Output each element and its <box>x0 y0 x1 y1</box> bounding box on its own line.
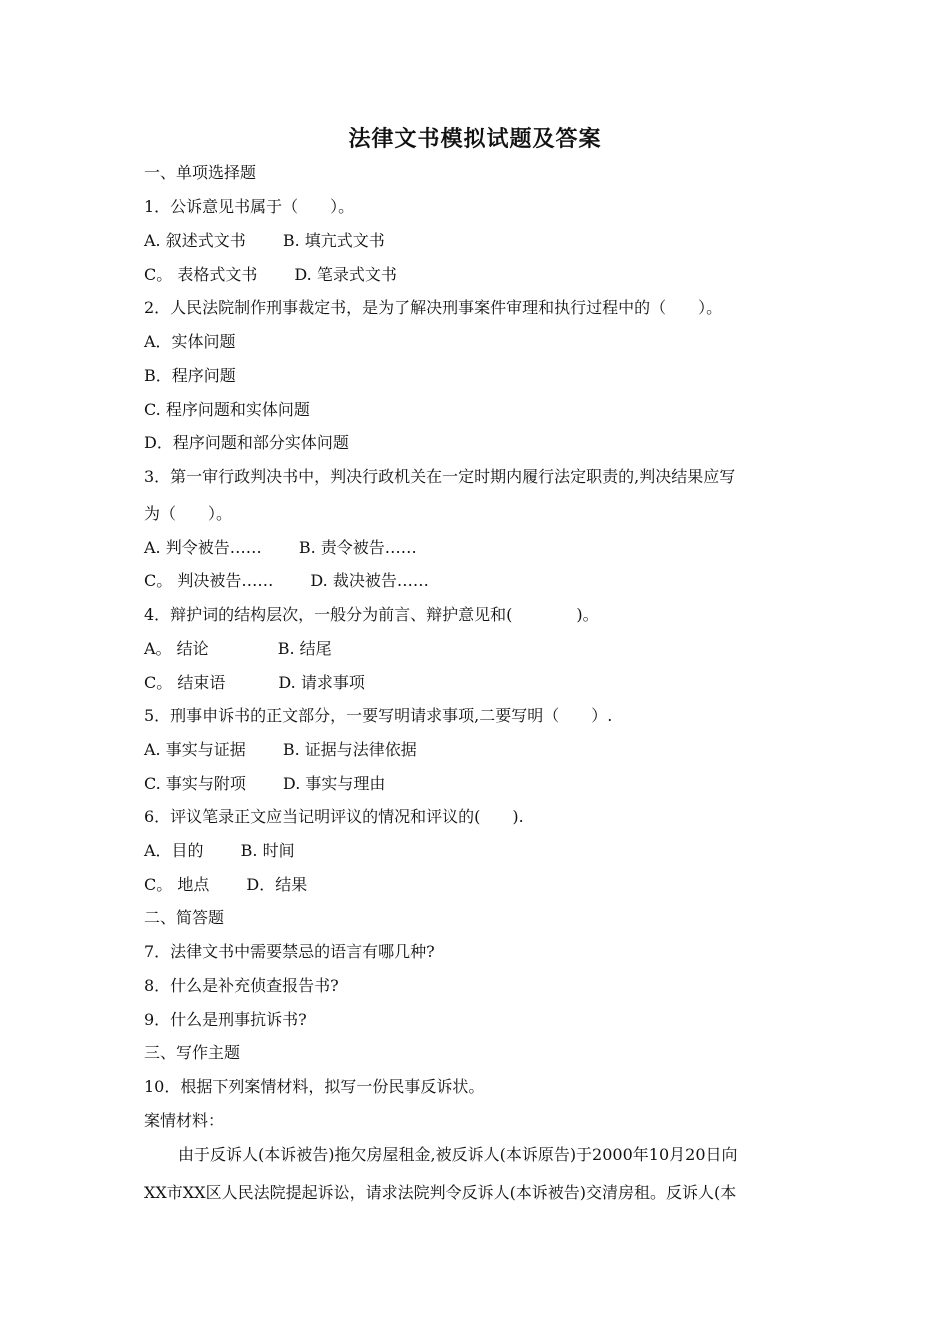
case-paragraph-line-2: XX市XX区人民法院提起诉讼，请求法院判令反诉人(本诉被告)交清房租。反诉人(本 <box>144 1183 737 1202</box>
question-1-options-cd: C。 表格式文书 D. 笔录式文书 <box>144 265 397 284</box>
question-3-options-cd: C。 判决被告…… D. 裁决被告…… <box>144 571 429 590</box>
section-heading-writing: 三、写作主题 <box>144 1043 241 1062</box>
question-1: 1．公诉意见书属于（ ）。 <box>144 197 355 216</box>
question-3-options-ab: A. 判令被告…… B. 责令被告…… <box>144 538 417 557</box>
question-2: 2．人民法院制作刑事裁定书，是为了解决刑事案件审理和执行过程中的（ ）。 <box>144 298 723 317</box>
question-9: 9．什么是刑事抗诉书? <box>144 1010 307 1029</box>
question-2-option-b: B．程序问题 <box>144 366 236 385</box>
question-8: 8．什么是补充侦查报告书? <box>144 976 339 995</box>
question-1-options-ab: A. 叙述式文书 B. 填亢式文书 <box>144 231 385 250</box>
case-material-label: 案情材料： <box>144 1111 225 1130</box>
question-4-options-cd: C。 结束语 D. 请求事项 <box>144 673 365 692</box>
question-10: 10．根据下列案情材料，拟写一份民事反诉状。 <box>144 1077 485 1096</box>
question-2-option-d: D．程序问题和部分实体问题 <box>144 433 349 452</box>
question-4-options-ab: A。 结论 B. 结尾 <box>144 639 332 658</box>
question-3-line-2: 为（ ）。 <box>144 504 233 523</box>
question-6-options-ab: A．目的 B. 时间 <box>144 841 295 860</box>
section-heading-single-choice: 一、单项选择题 <box>144 163 257 182</box>
question-6-options-cd: C。 地点 D．结果 <box>144 875 308 894</box>
question-5: 5．刑事申诉书的正文部分，一要写明请求事项,二要写明（ ）. <box>144 706 613 725</box>
question-4: 4．辩护词的结构层次，一般分为前言、辩护意见和( )。 <box>144 605 599 624</box>
case-paragraph-line-1: 由于反诉人(本诉被告)拖欠房屋租金,被反诉人(本诉原告)于2000年10月20日向 <box>178 1145 738 1164</box>
question-6: 6．评议笔录正文应当记明评议的情况和评议的( ). <box>144 807 524 826</box>
question-7: 7．法律文书中需要禁忌的语言有哪几种? <box>144 942 435 961</box>
section-heading-short-answer: 二、简答题 <box>144 908 225 927</box>
document-title: 法律文书模拟试题及答案 <box>348 127 602 152</box>
question-2-option-a: A．实体问题 <box>144 332 236 351</box>
question-5-options-ab: A. 事实与证据 B. 证据与法律依据 <box>144 740 417 759</box>
question-5-options-cd: C. 事实与附项 D. 事实与理由 <box>144 774 386 793</box>
question-2-option-c: C. 程序问题和实体问题 <box>144 400 310 419</box>
question-3-line-1: 3．第一审行政判决书中，判决行政机关在一定时期内履行法定职责的,判决结果应写 <box>144 467 736 486</box>
